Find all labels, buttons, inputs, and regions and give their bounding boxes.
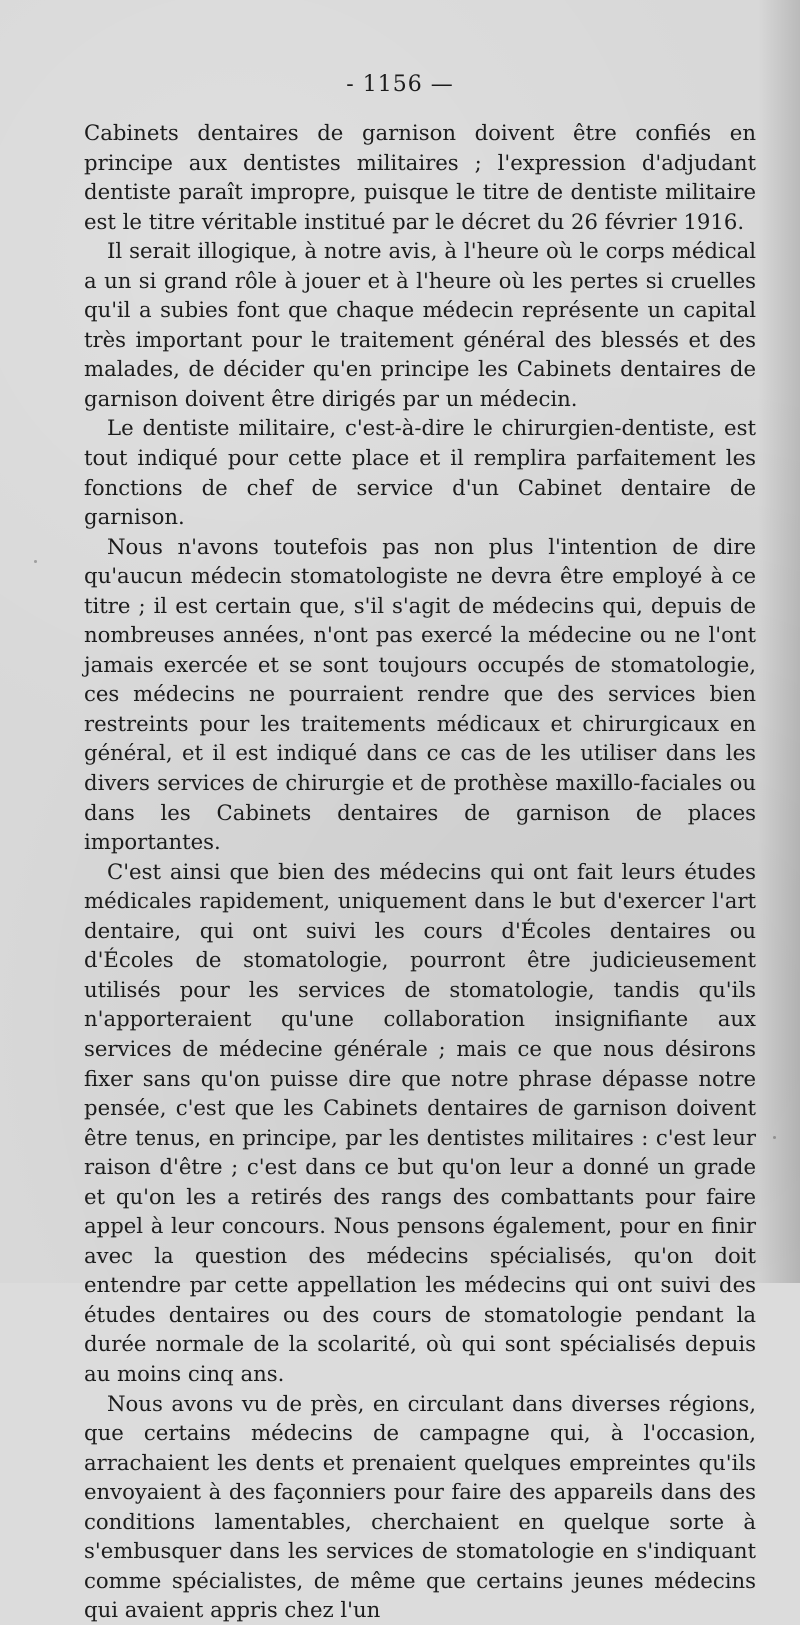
scan-speck bbox=[128, 1252, 131, 1255]
paragraph-3: Le dentiste militaire, c'est-à-dire le chirurgien-dentiste, est tout indiqué pour cette place et il remplira parfaitement les fonctions de chef de service d'un Cabinet dentaire de garnison. bbox=[84, 415, 756, 530]
paragraph-1: Cabinets dentaires de garnison doivent être confiés en principe aux dentistes militaires ; l'expression d'adjudant dentiste paraît impropre, puisque le titre de dentiste militaire est le titre véritable institué par le décret du 26 février 1916. bbox=[84, 120, 756, 234]
paragraph-5: C'est ainsi que bien des médecins qui ont fait leurs études médicales rapidement, uniquement dans le but d'exercer l'art dentaire, qui ont suivi les cours d'Écoles dentaires ou d'Écoles de stomatologie, pourront être judicieusement utilisés pour les services de stomatologie, tandis qu'ils n'apporteraient qu'une collaboration insignifiante aux services de médecine générale ; mais ce que nous désirons fixer sans qu'on puisse dire que notre phrase dépasse notre pensée, c'est que les Cabinets dentaires de garnison doivent être tenus, en principe, par les dentistes militaires : c'est leur raison d'être ; c'est dans ce but qu'on leur a donné un grade et qu'on les a retirés des rangs des combattants pour faire appel à leur concours. Nous pensons également, pour en finir avec la question des médecins spécialisés, qu'on doit entendre par cette appellation les médecins qui ont suivi des études dentaires ou des cours de stomatologie pendant la durée normale de la scolarité, où qui sont spécialisés depuis au moins cinq ans. bbox=[84, 858, 756, 1386]
scan-speck bbox=[34, 560, 37, 563]
page-number: - 1156 — bbox=[346, 72, 454, 97]
paragraph-6: Nous avons vu de près, en circulant dans diverses régions, que certains médecins de campagne qui, à l'occasion, arrachaient les dents et prenaient quelques empreintes qu'ils envoyaient à des façonniers pour faire des appareils dans des conditions lamentables, cherchaient en quelque sorte à s'embusquer dans les services de stomatologie en s'indiquant comme spécialistes, de même que certains jeunes médecins qui avaient appris chez l'un bbox=[84, 1390, 756, 1623]
scan-speck bbox=[773, 1136, 776, 1139]
paragraph-2: Il serait illogique, à notre avis, à l'heure où le corps médical a un si grand rôle à jouer et à l'heure où les pertes si cruelles qu'il a subies font que chaque médecin représente un capital très important pour le traitement général des blessés et des malades, de décider qu'en principe les Cabinets dentaires de garnison doivent être dirigés par un médecin. bbox=[84, 238, 756, 411]
page-text bbox=[84, 118, 756, 1625]
paragraph-4: Nous n'avons toutefois pas non plus l'intention de dire qu'aucun médecin stomatologiste ne devra être employé à ce titre ; il est certain que, s'il s'agit de médecins qui, depuis de nombreuses années, n'ont pas exercé la médecine ou ne l'ont jamais exercée et se sont toujours occupés de stomatologie, ces médecins ne pourraient rendre que des services bien restreints pour les traitements médicaux et chirurgicaux en général, et il est indiqué dans ce cas de les utiliser dans les divers services de chirurgie et de prothèse maxillo-faciales ou dans les Cabinets dentaires de garnison de places importantes. bbox=[84, 533, 756, 855]
